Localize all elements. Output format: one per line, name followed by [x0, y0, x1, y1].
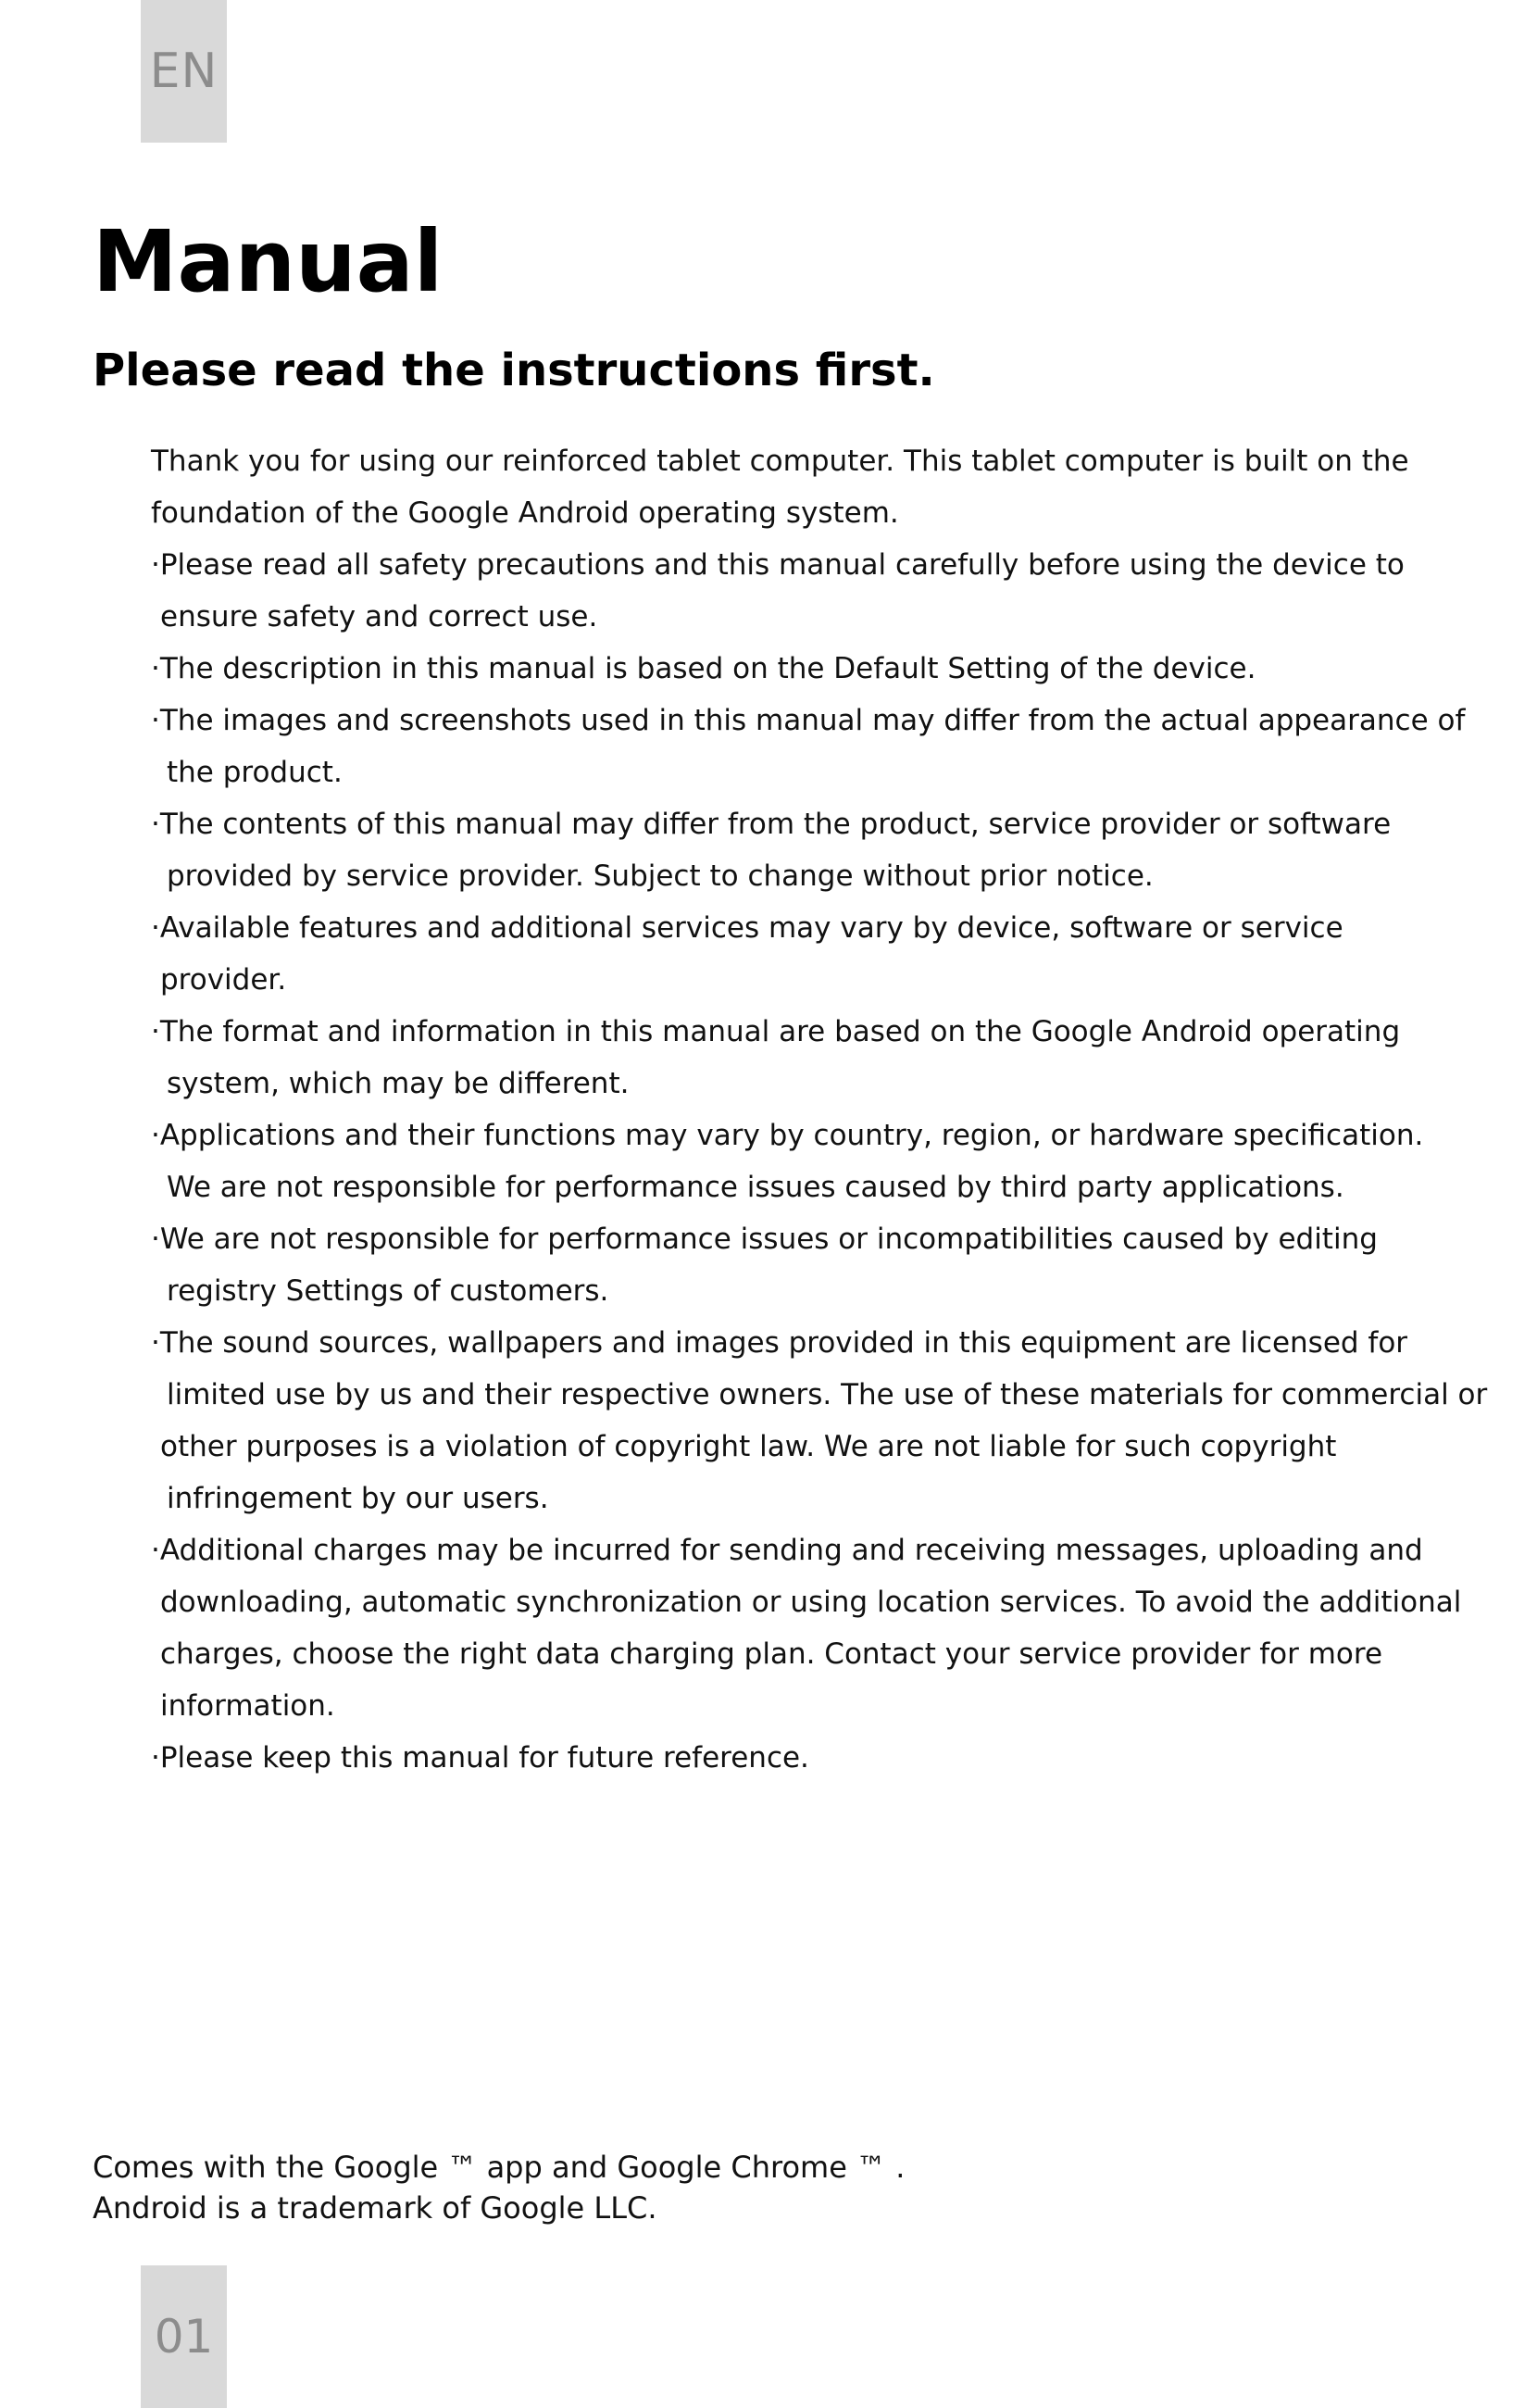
bullet-continuation: provided by service provider. Subject to change without prior notice. — [167, 859, 1154, 893]
page-number: 01 — [154, 2310, 214, 2364]
bullet-continuation: provider. — [160, 963, 287, 997]
page-number-tab — [141, 2265, 227, 2408]
bullet-line: ·We are not responsible for performance issues or incompatibilities caused by editing — [151, 1223, 1378, 1256]
intro-line: Thank you for using our reinforced tablet computer. This tablet computer is built on the — [151, 445, 1409, 478]
page-title: Manual — [93, 212, 444, 311]
trademark-line: Comes with the Google ™ app and Google Chrome ™ . — [93, 2150, 906, 2185]
trademark-line: Android is a trademark of Google LLC. — [93, 2190, 657, 2226]
bullet-continuation: downloading, automatic synchronization or using location services. To avoid the additional — [160, 1586, 1462, 1619]
bullet-continuation: the product. — [167, 756, 343, 789]
bullet-continuation: ensure safety and correct use. — [160, 600, 598, 633]
bullet-continuation: registry Settings of customers. — [167, 1274, 609, 1308]
bullet-continuation: infringement by our users. — [167, 1482, 549, 1515]
bullet-continuation: other purposes is a violation of copyright law. We are not liable for such copyright — [160, 1430, 1337, 1463]
bullet-line: ·Please read all safety precautions and this manual carefully before using the device to — [151, 548, 1405, 582]
language-label: EN — [149, 44, 219, 99]
bullet-continuation: information. — [160, 1689, 335, 1723]
bullet-line: ·Please keep this manual for future reference. — [151, 1741, 809, 1775]
bullet-line: ·Applications and their functions may vary by country, region, or hardware specification. — [151, 1119, 1424, 1152]
bullet-line: ·The sound sources, wallpapers and images provided in this equipment are licensed for — [151, 1326, 1408, 1360]
language-tab — [141, 0, 227, 143]
bullet-line: ·The format and information in this manual are based on the Google Android operating — [151, 1015, 1401, 1048]
bullet-continuation: charges, choose the right data charging plan. Contact your service provider for more — [160, 1637, 1383, 1671]
bullet-continuation: system, which may be different. — [167, 1067, 630, 1100]
page-subtitle: Please read the instructions first. — [93, 345, 935, 396]
intro-line: foundation of the Google Android operating system. — [151, 496, 899, 530]
bullet-line: ·The description in this manual is based on the Default Setting of the device. — [151, 652, 1256, 685]
instructions-body — [151, 435, 1488, 1784]
bullet-line: ·The contents of this manual may differ from the product, service provider or software — [151, 808, 1392, 841]
trademark-notice — [93, 2147, 905, 2228]
bullet-line: ·Additional charges may be incurred for sending and receiving messages, uploading and — [151, 1534, 1423, 1567]
bullet-line: ·The images and screenshots used in this manual may differ from the actual appearance of — [151, 704, 1466, 737]
bullet-continuation: limited use by us and their respective owners. The use of these materials for commercial or — [167, 1378, 1488, 1411]
bullet-line: ·Available features and additional services may vary by device, software or service — [151, 911, 1343, 945]
bullet-continuation: We are not responsible for performance issues caused by third party applications. — [167, 1171, 1344, 1204]
